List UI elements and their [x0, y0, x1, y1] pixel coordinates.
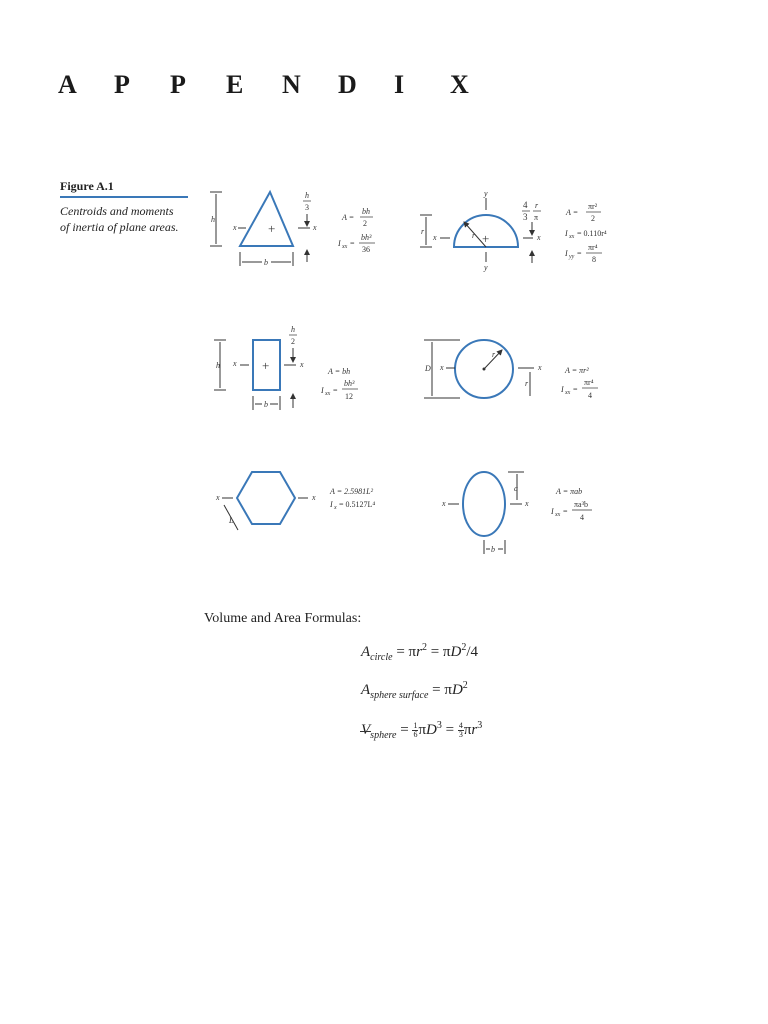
svg-text:h: h: [216, 361, 220, 370]
svg-text:b: b: [491, 545, 495, 554]
svg-text:πr²: πr²: [588, 202, 598, 211]
svg-text:y: y: [484, 189, 488, 198]
svg-text:x: x: [334, 505, 337, 511]
svg-text:bh: bh: [362, 207, 370, 216]
semicircle-figure: [420, 189, 607, 272]
equation-sphere-surface: $A_{sphere surface} = \pi D^2$: [361, 680, 468, 701]
svg-text:A = 2.5981L²: A = 2.5981L²: [330, 487, 373, 496]
svg-text:2: 2: [591, 214, 595, 223]
svg-text:x: x: [300, 360, 304, 369]
svg-text:π: π: [534, 213, 539, 222]
svg-text:x: x: [537, 233, 541, 242]
caption-line: of inertia of plane areas.: [60, 220, 179, 234]
svg-text:12: 12: [345, 392, 353, 401]
svg-text:2: 2: [363, 219, 367, 228]
svg-text:8: 8: [592, 255, 596, 264]
circle-figure: [424, 340, 598, 400]
heading-letter: D: [338, 70, 357, 99]
svg-text:x: x: [313, 223, 317, 232]
svg-text:I: I: [330, 500, 333, 509]
svg-text:=: =: [350, 239, 355, 248]
heading-letter: A: [58, 70, 77, 99]
heading-letter: I: [394, 70, 405, 99]
heading-letter: P: [170, 70, 186, 99]
triangle-figure: [210, 191, 375, 267]
svg-text:x: x: [233, 359, 237, 368]
svg-text:4: 4: [588, 391, 592, 400]
svg-text:b: b: [264, 400, 268, 409]
svg-text:I: I: [565, 229, 568, 238]
svg-text:πr⁴: πr⁴: [588, 243, 598, 252]
svg-text:h: h: [291, 325, 295, 334]
svg-text:r: r: [535, 201, 539, 210]
svg-text:3: 3: [523, 212, 528, 222]
svg-text:r: r: [492, 350, 496, 359]
svg-text:x: x: [525, 499, 529, 508]
heading-letter: E: [226, 70, 244, 99]
svg-text:4: 4: [523, 200, 528, 210]
svg-text:bh³: bh³: [344, 379, 355, 388]
svg-text:A =: A =: [342, 213, 355, 222]
svg-text:+: +: [262, 358, 270, 373]
svg-text:xx: xx: [342, 244, 348, 250]
svg-text:3: 3: [305, 203, 309, 212]
ellipse-figure: [441, 472, 592, 554]
figure-title: Figure A.1: [60, 179, 114, 193]
svg-text:2: 2: [291, 337, 295, 346]
svg-text:x: x: [538, 363, 542, 372]
svg-text:+: +: [268, 221, 276, 236]
svg-text:xx: xx: [325, 391, 331, 397]
heading-letter: N: [282, 70, 301, 99]
svg-text:36: 36: [362, 245, 370, 254]
svg-text:x: x: [216, 493, 220, 502]
svg-text:πa³b: πa³b: [574, 500, 588, 509]
svg-text:xx: xx: [555, 512, 561, 518]
svg-text:=: =: [563, 507, 568, 516]
heading-letter: X: [450, 70, 469, 99]
heading-letter: P: [114, 70, 130, 99]
svg-text:= 0.110r⁴: = 0.110r⁴: [577, 229, 607, 238]
svg-text:D: D: [425, 364, 431, 373]
svg-text:x: x: [233, 223, 237, 232]
svg-text:A =: A =: [566, 208, 579, 217]
svg-text:I: I: [565, 249, 568, 258]
svg-text:b: b: [264, 258, 268, 267]
svg-text:yy: yy: [569, 254, 575, 260]
svg-text:A = bh: A = bh: [328, 367, 351, 376]
svg-text:x: x: [312, 493, 316, 502]
svg-text:=: =: [577, 249, 582, 258]
volume-area-title: Volume and Area Formulas:: [204, 611, 362, 626]
svg-text:A = πab: A = πab: [556, 487, 583, 496]
svg-text:bh³: bh³: [361, 233, 372, 242]
svg-text:4: 4: [580, 513, 584, 522]
svg-text:h: h: [305, 191, 309, 200]
svg-text:I: I: [551, 507, 554, 516]
equation-sphere-volume: $V_{sphere}$ = $\frac{1}{6}$ $\pi D^3$ = $\frac{4}{3}$ $\pi r^3$: [361, 720, 483, 741]
svg-text:r: r: [525, 379, 529, 388]
svg-text:xx: xx: [569, 234, 575, 240]
svg-text:xx: xx: [565, 390, 571, 396]
svg-text:L: L: [229, 516, 234, 525]
hexagon-figure: [215, 472, 375, 530]
svg-text:x: x: [433, 233, 437, 242]
svg-text:r: r: [472, 231, 476, 240]
svg-text:x: x: [440, 363, 444, 372]
svg-text:=: =: [573, 385, 578, 394]
svg-text:+: +: [482, 231, 490, 246]
svg-text:=: =: [333, 386, 338, 395]
svg-text:I: I: [338, 239, 341, 248]
svg-text:r: r: [421, 227, 425, 236]
svg-text:a: a: [514, 484, 518, 493]
svg-text:A = πr²: A = πr²: [565, 366, 589, 375]
caption-line: Centroids and moments: [60, 204, 174, 218]
svg-text:y: y: [484, 263, 488, 272]
svg-text:= 0.5127L⁴: = 0.5127L⁴: [339, 500, 376, 509]
svg-text:I: I: [321, 386, 324, 395]
svg-text:h: h: [211, 215, 215, 224]
svg-text:πr⁴: πr⁴: [584, 378, 594, 387]
svg-text:I: I: [561, 385, 564, 394]
equation-circle-area: $A_{circle} = \pi r^2 = \pi D^2/4$: [361, 642, 479, 663]
rectangle-figure: [214, 325, 358, 410]
svg-text:x: x: [442, 499, 446, 508]
